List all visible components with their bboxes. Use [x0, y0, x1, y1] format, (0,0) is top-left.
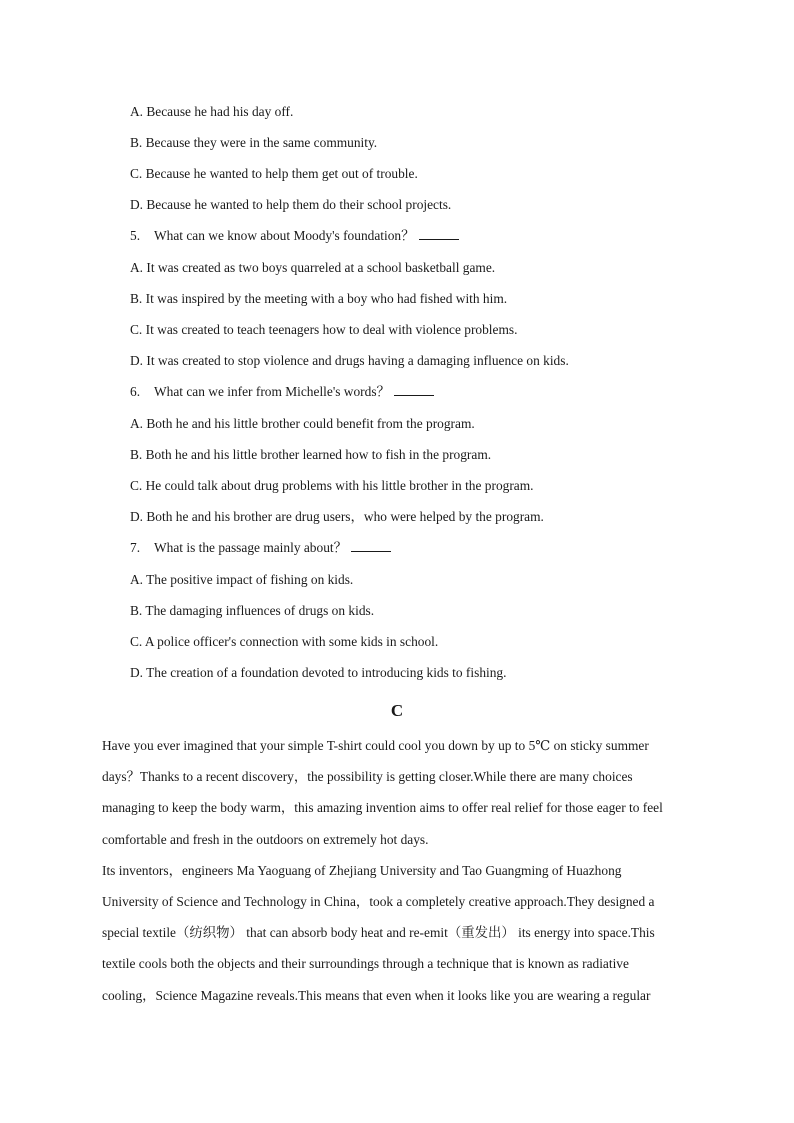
q5-option-a: A. It was created as two boys quarreled at a school basketball game. [130, 260, 496, 275]
paragraph-line: cooling，Science Magazine reveals.This means that even when it looks like you are wearing a regular [102, 988, 651, 1003]
paragraph-line: comfortable and fresh in the outdoors on extremely hot days. [102, 832, 429, 847]
q6-option-b: B. Both he and his little brother learned how to fish in the program. [130, 447, 492, 462]
paragraph-line: University of Science and Technology in China，took a completely creative approach.They designed a [102, 894, 655, 909]
q6-option-d: D. Both he and his brother are drug users，who were helped by the program. [130, 509, 544, 524]
paragraph-line: Have you ever imagined that your simple T-shirt could cool you down by up to 5℃ on sticky summer [102, 738, 649, 753]
q4-option-b: B. Because they were in the same community. [130, 135, 378, 150]
q4-option-a: A. Because he had his day off. [130, 104, 294, 119]
q7-option-a: A. The positive impact of fishing on kids. [130, 572, 354, 587]
q7-option-d: D. The creation of a foundation devoted to introducing kids to fishing. [130, 665, 507, 680]
q5-option-c: C. It was created to teach teenagers how to deal with violence problems. [130, 322, 518, 337]
paragraph-line: special textile（纺织物） that can absorb body heat and re-emit（重发出） its energy into space.This [102, 925, 655, 940]
q5-option-d: D. It was created to stop violence and drugs having a damaging influence on kids. [130, 353, 569, 368]
answer-blank[interactable] [394, 383, 434, 396]
paragraph-line: managing to keep the body warm，this amazing invention aims to offer real relief for those eager to feel [102, 800, 663, 815]
answer-blank[interactable] [351, 539, 391, 552]
question-number: 5. [130, 228, 141, 243]
question-5 [130, 227, 459, 245]
q6-option-c: C. He could talk about drug problems with his little brother in the program. [130, 478, 534, 493]
question-number: 7. [130, 540, 141, 555]
question-text: What can we know about Moody's foundation？ [154, 228, 415, 243]
question-text: What can we infer from Michelle's words？ [154, 384, 390, 399]
answer-blank[interactable] [419, 227, 459, 240]
question-text: What is the passage mainly about？ [154, 540, 348, 555]
q4-option-d: D. Because he wanted to help them do their school projects. [130, 197, 452, 212]
q6-option-a: A. Both he and his little brother could benefit from the program. [130, 416, 475, 431]
question-7 [130, 539, 391, 557]
paragraph-line: textile cools both the objects and their surroundings through a technique that is known as radiative [102, 956, 629, 971]
q5-option-b: B. It was inspired by the meeting with a boy who had fished with him. [130, 291, 508, 306]
question-number: 6. [130, 384, 141, 399]
paragraph-line: days？Thanks to a recent discovery，the possibility is getting closer.While there are many choices [102, 769, 633, 784]
section-heading: C [390, 701, 404, 720]
paragraph-line: Its inventors，engineers Ma Yaoguang of Zhejiang University and Tao Guangming of Huazhong [102, 863, 622, 878]
q7-option-c: C. A police officer's connection with some kids in school. [130, 634, 439, 649]
question-6 [130, 383, 434, 401]
q4-option-c: C. Because he wanted to help them get out of trouble. [130, 166, 418, 181]
q7-option-b: B. The damaging influences of drugs on kids. [130, 603, 375, 618]
